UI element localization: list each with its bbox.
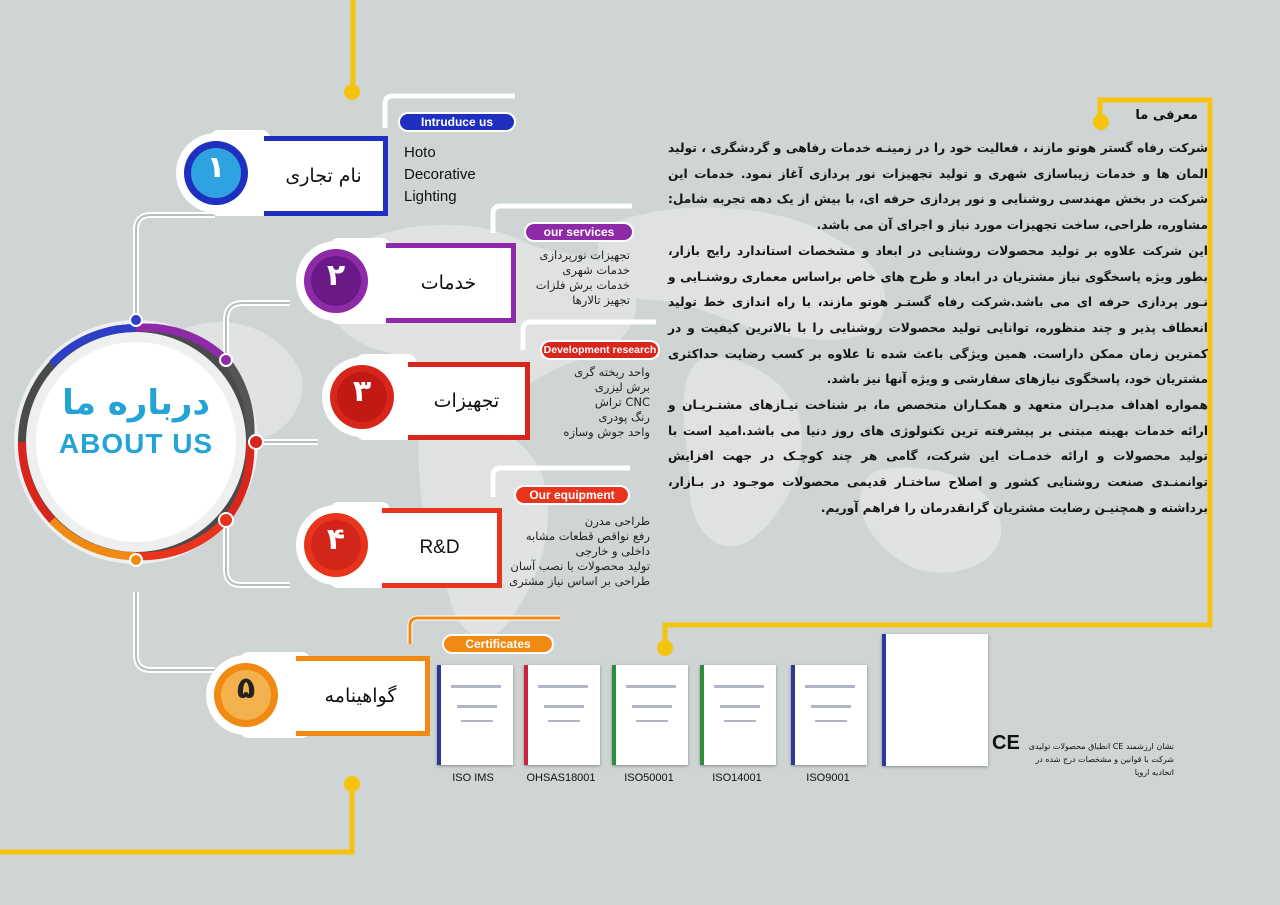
- ce-note-line: شرکت با قوانین و مشخصات درج شده در اتحادیه اروپا: [1035, 755, 1174, 777]
- certificate-name: OHSAS18001: [526, 772, 596, 784]
- item-brand-label: نام تجاری: [264, 136, 388, 216]
- certificate-name: ISO IMS: [452, 772, 494, 784]
- equipment-line: واحد جوش وسازه: [563, 425, 650, 439]
- item-services-label: خدمات: [386, 243, 516, 323]
- item-equipment-label: تجهیزات: [408, 362, 530, 440]
- ce-note: [1024, 740, 1174, 779]
- services-line: تجهیزات نورپردازی: [539, 248, 630, 262]
- item-equipment-pill: Development research: [540, 340, 660, 360]
- certificate-name: ISO9001: [806, 772, 850, 784]
- certificate-details: [437, 665, 867, 765]
- item-certificates-label: گواهینامه: [296, 656, 430, 736]
- item-services-number: ۲: [326, 258, 346, 293]
- services-line: خدمات شهری: [562, 263, 630, 277]
- item-certificates-number: ۵: [236, 671, 256, 706]
- intro-paragraph: همواره اهداف مدیـران متعهد و همکـاران متخصص ما، بر شناخت نیـازهای مشتـریـان و ارائه خدمات بهینه مبتنی بر پیشرفته ترین تکنولوژی های روز دنیا می باشد.امید است با تولید محصولات و ارائه خدمـات این شرکت، گامی هر چند کوچـک در جهت افزایش توانمنـدی صنعت روشنایی کشور و اصلاح ساختـار قدیمی محصولات موجـود در بـازار، برداشته و همچنیـن رضایت مشتریان گرانقدرمان را فراهم آوریم.: [668, 398, 1208, 515]
- item-rnd-number: ۴: [326, 522, 346, 557]
- intro-paragraph: شرکت رفاه گستر هوتو مازند ، فعالیت خود را در زمینـه خدمات رفاهی و گردشگری ، تولید المان ها و خدمات زیباسازی شهری و تولید تجهیزات نور پردازی آغاز نمود. خدمات این شرکت در بخش مهندسی روشنایی و نور پردازی حرفه ای، با بیش از یک دهه تجربه شامل: مشاوره، طراحی، ساخت تجهیزات مورد نیاز و اجرای آن می باشد.: [668, 141, 1208, 233]
- item-brand-pill: Intruduce us: [398, 112, 516, 132]
- item-equipment-number: ۳: [352, 374, 372, 409]
- ce-mark: CE: [992, 732, 1020, 754]
- services-line: خدمات برش فلزات: [535, 278, 630, 292]
- intro-paragraph: این شرکت علاوه بر تولید محصولات روشنایی در ابعاد و مشخصات استاندارد رایج بازار، بطور ویژه پاسخگوی نیاز مشتریان در ابعاد و طرح های خاص براساس معماری روشنـایی و نـور پردازی حرفه ای می باشد.شرکت رفاه گستـر هوتو مازند، با راه اندازی خط تولید انعطاف پذیر و چند منظوره، توانایی تولید محصولات روشنایی را با بالاترین کیفیت و در کمترین زمان ممکن داراست. همین ویژگی باعث شده تا علاوه بر کسب رضایت حداکثری مشتریان خود، پاسخگوی نیازهای سفارشی و ویژه آنها نیز باشد.: [668, 243, 1208, 387]
- ce-certificate-thumbnail: [882, 634, 988, 766]
- item-services-lines: [500, 248, 630, 308]
- item-rnd-pill: Our equipment: [514, 485, 630, 505]
- equipment-line: برش لیزری: [594, 380, 650, 394]
- certificate-name: ISO14001: [712, 772, 762, 784]
- item-services-pill: our services: [524, 222, 634, 242]
- services-line: تجهیز تالارها: [572, 293, 630, 307]
- intro-body: [668, 136, 1208, 522]
- rnd-line: طراحی مدرن: [584, 514, 650, 528]
- center-title-fa: درباره ما: [62, 383, 210, 423]
- brand-line: Lighting: [404, 188, 457, 205]
- item-brand-number: ۱: [206, 150, 226, 185]
- item-rnd-label: R&D: [382, 508, 502, 588]
- rnd-line: رفع نواقص قطعات مشابه: [525, 529, 650, 543]
- item-brand-lines: [404, 142, 476, 208]
- center-title: [36, 378, 236, 460]
- ce-note-line: نشان ارزشمند CE انطباق محصولات تولیدی: [1028, 742, 1174, 751]
- equipment-line: رنگ پودری: [598, 410, 650, 424]
- intro-heading: معرفی ما: [1135, 108, 1198, 123]
- center-title-en: ABOUT US: [58, 428, 214, 459]
- certificate-name: ISO50001: [624, 772, 674, 784]
- brand-line: Decorative: [404, 166, 476, 183]
- rnd-line: طراحی بر اساس نیاز مشتری: [509, 574, 650, 588]
- item-equipment-lines: [520, 365, 650, 440]
- brand-line: Hoto: [404, 144, 436, 161]
- rnd-line: داخلی و خارجی: [575, 544, 650, 558]
- item-rnd-lines: [490, 514, 650, 589]
- equipment-line: CNC تراش: [594, 395, 650, 409]
- item-certificates-pill: Certificates: [442, 634, 554, 654]
- equipment-line: واحد ریخته گری: [574, 365, 650, 379]
- rnd-line: تولید محصولات با نصب آسان: [510, 559, 650, 573]
